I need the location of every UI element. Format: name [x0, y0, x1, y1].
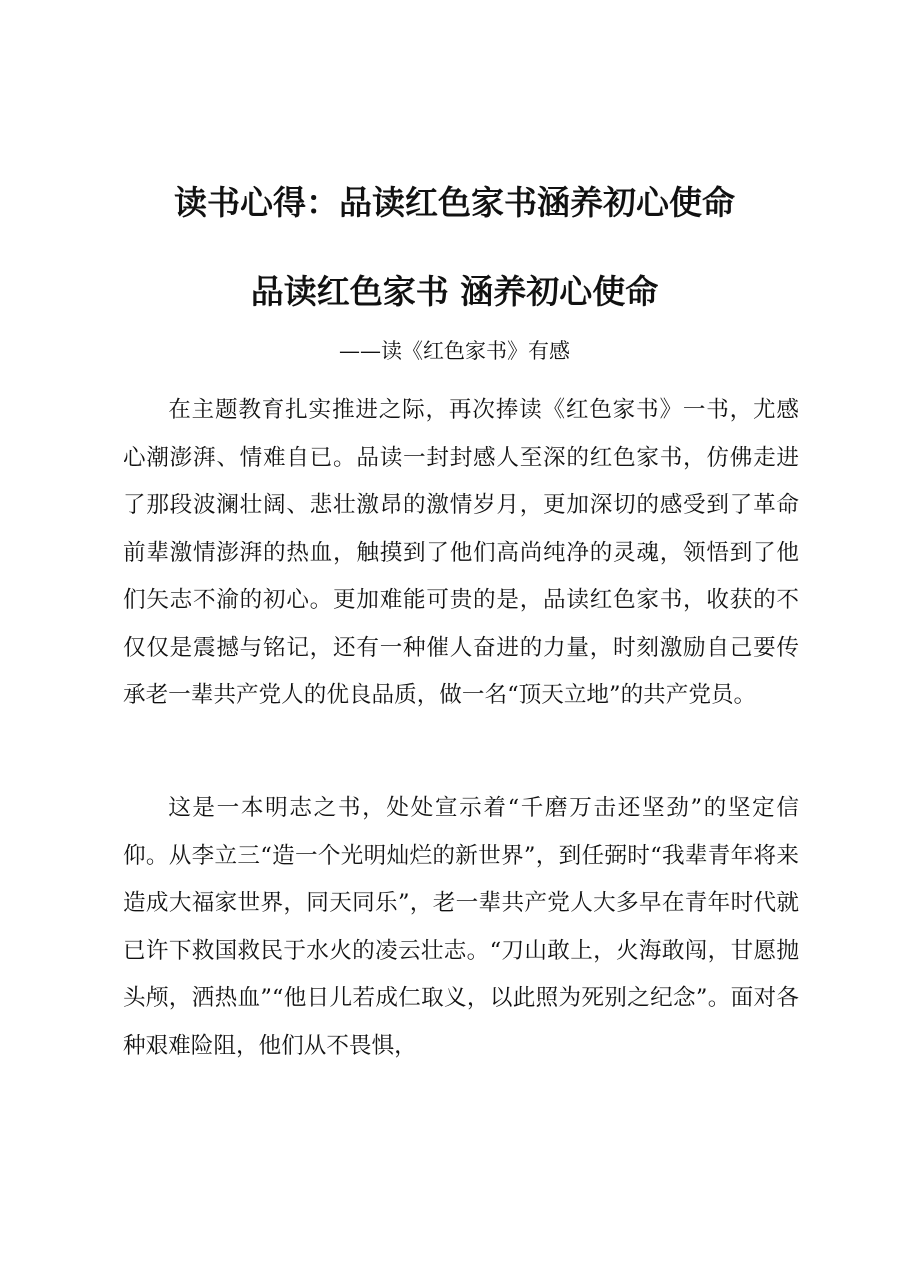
article-heading: 品读红色家书 涵养初心使命: [250, 272, 659, 312]
article-subheading: ——读《红色家书》有感: [339, 339, 570, 363]
document-title: 读书心得：品读红色家书涵养初心使命: [174, 183, 735, 223]
body-paragraph: 在主题教育扎实推进之际，再次捧读《红色家书》一书，尤感心潮澎湃、情难自已。品读一封封感人至深的红色家书，仿佛走进了那段波澜壮阔、悲壮激昂的激情岁月，更加深切的感受到了革命前辈激情澎湃的热血，触摸到了他们高尚纯净的灵魂，领悟到了他们矢志不渝的初心。更加难能可贵的是，品读红色家书，收获的不仅仅是震撼与铭记，还有一种催人奋进的力量，时刻激励自己要传承老一辈共产党人的优良品质，做一名“顶天立地”的共产党员。: [123, 397, 799, 708]
body-paragraph: 这是一本明志之书，处处宣示着“千磨万击还坚劲”的坚定信仰。从李立三“造一个光明灿烂的新世界”，到任弼时“我辈青年将来造成大福家世界，同天同乐”，老一辈共产党人大多早在青年时代就已许下救国救民于水火的凌云壮志。“刀山敢上，火海敢闯，甘愿抛头颅，洒热血”“他日儿若成仁取义，以此照为死别之纪念”。面对各种艰难险阻，他们从不畏惧，: [123, 795, 799, 1059]
